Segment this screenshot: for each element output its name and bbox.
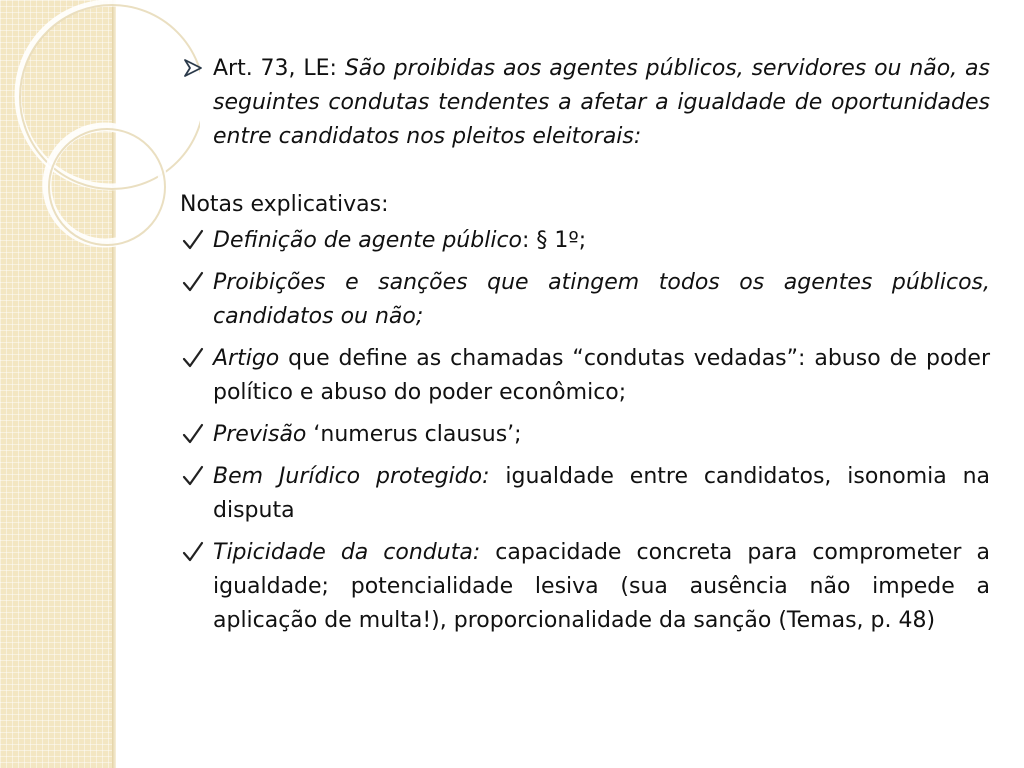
- note-rest: igualdade entre candidatos, isonomia na disputa: [213, 464, 991, 523]
- checkmark-icon: [182, 537, 204, 567]
- notes-heading: Notas explicativas:: [180, 192, 389, 217]
- slide-content: [180, 52, 990, 646]
- checkmark-icon: [182, 225, 204, 255]
- note-item: [180, 224, 990, 258]
- arrowhead-bullet-icon: [182, 53, 204, 83]
- decorative-circles: [0, 0, 200, 300]
- article-item: [180, 52, 990, 154]
- note-rest: ‘numerus clausus’;: [306, 422, 522, 447]
- note-italic: Proibições e sanções que atingem todos os agentes públicos, candidatos ou não;: [213, 270, 990, 329]
- note-item: [180, 418, 990, 452]
- note-italic: Artigo: [213, 346, 280, 371]
- note-italic: Definição de agente público: [213, 228, 522, 253]
- note-rest: capacidade concreta para comprometer a igualdade; potencialidade lesiva (sua ausência não impede a aplicação de multa!), proporcionalidade da sanção (Temas, p. 48): [213, 540, 990, 633]
- note-rest: que define as chamadas “condutas vedadas”: abuso de poder político e abuso do poder econômico;: [213, 346, 990, 405]
- note-item: [180, 536, 990, 638]
- note-item: [180, 460, 990, 528]
- note-rest: : § 1º;: [522, 228, 587, 253]
- article-text: São proibidas aos agentes públicos, servidores ou não, as seguintes condutas tendentes a afetar a igualdade de oportunidades entre candidatos nos pleitos eleitorais:: [213, 56, 991, 149]
- checkmark-icon: [182, 343, 204, 373]
- checkmark-icon: [182, 461, 204, 491]
- note-italic: Previsão: [213, 422, 307, 447]
- note-item: [180, 266, 990, 334]
- note-item: [180, 342, 990, 410]
- article-lead: Art. 73, LE:: [213, 56, 337, 81]
- checkmark-icon: [182, 267, 204, 297]
- note-italic: Bem Jurídico protegido:: [213, 464, 490, 489]
- checkmark-icon: [182, 419, 204, 449]
- note-italic: Tipicidade da conduta:: [213, 540, 481, 565]
